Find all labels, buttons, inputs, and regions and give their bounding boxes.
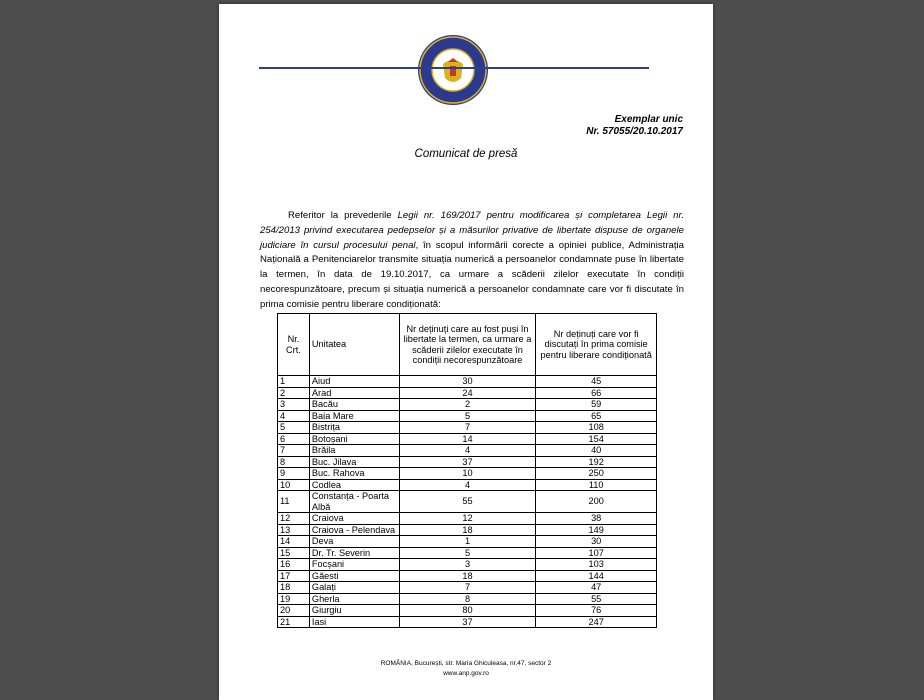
cell-nr: 9 [278,468,310,480]
table-row [278,593,657,605]
cell-released: 3 [399,559,536,571]
cell-released: 12 [399,513,536,525]
cell-unit: Aiud [309,376,399,388]
cell-discussed: 66 [536,387,657,399]
cell-discussed: 144 [536,570,657,582]
cell-nr: 15 [278,547,310,559]
cell-nr: 2 [278,387,310,399]
cell-discussed: 154 [536,433,657,445]
cell-unit: Baia Mare [309,410,399,422]
cell-nr: 11 [278,491,310,513]
cell-unit: Iasi [309,616,399,628]
cell-discussed: 107 [536,547,657,559]
cell-nr: 8 [278,456,310,468]
ministry-seal-icon [417,34,489,106]
cell-unit: Deva [309,536,399,548]
units-table [277,313,657,628]
cell-discussed: 47 [536,582,657,594]
header-unit: Unitatea [309,314,399,376]
table-row [278,513,657,525]
cell-nr: 5 [278,422,310,434]
cell-released: 7 [399,582,536,594]
page-footer [219,659,713,679]
cell-released: 55 [399,491,536,513]
cell-unit: Focșani [309,559,399,571]
cell-nr: 3 [278,399,310,411]
reference-number: Nr. 57055/20.10.2017 [586,126,683,137]
cell-discussed: 45 [536,376,657,388]
cell-released: 24 [399,387,536,399]
cell-discussed: 200 [536,491,657,513]
cell-nr: 18 [278,582,310,594]
cell-unit: Constanța - Poarta Albă [309,491,399,513]
cell-unit: Buc. Rahova [309,468,399,480]
header-nr: Nr. Crt. [278,314,310,376]
table-row [278,491,657,513]
cell-nr: 12 [278,513,310,525]
cell-unit: Gherla [309,593,399,605]
cell-nr: 17 [278,570,310,582]
table-row [278,387,657,399]
cell-nr: 1 [278,376,310,388]
reference-copy: Exemplar unic [614,114,683,125]
cell-discussed: 38 [536,513,657,525]
cell-discussed: 55 [536,593,657,605]
cell-nr: 20 [278,605,310,617]
cell-released: 18 [399,570,536,582]
cell-discussed: 76 [536,605,657,617]
document-reference [586,114,683,138]
cell-unit: Galați [309,582,399,594]
header-discussed: Nr deținuți care vor fi discutați în prima comisie pentru liberare condiționată [536,314,657,376]
intro-paragraph [260,209,684,313]
cell-released: 2 [399,399,536,411]
cell-discussed: 192 [536,456,657,468]
cell-nr: 14 [278,536,310,548]
table-row [278,536,657,548]
table-row [278,422,657,434]
footer-website: www.anp.gov.ro [443,670,489,677]
page-title: Comunicat de presă [414,148,518,160]
cell-discussed: 108 [536,422,657,434]
cell-unit: Bistrița [309,422,399,434]
cell-nr: 16 [278,559,310,571]
table-row [278,456,657,468]
cell-unit: Arad [309,387,399,399]
table-row [278,468,657,480]
cell-released: 4 [399,479,536,491]
cell-unit: Brăila [309,445,399,457]
header-released: Nr deținuți care au fost puși în libertate la termen, ca urmare a scăderii zilelor executate în condiții necorespunzătoare [399,314,536,376]
footer-address: ROMÂNIA, București, str. Maria Ghiculeasa, nr.47, sector 2 [380,660,552,667]
cell-released: 80 [399,605,536,617]
cell-released: 18 [399,524,536,536]
cell-released: 14 [399,433,536,445]
table-row [278,479,657,491]
table-row [278,582,657,594]
cell-released: 4 [399,445,536,457]
table-row [278,410,657,422]
cell-unit: Giurgiu [309,605,399,617]
cell-released: 5 [399,547,536,559]
cell-unit: Dr. Tr. Severin [309,547,399,559]
cell-released: 37 [399,616,536,628]
cell-nr: 19 [278,593,310,605]
table-row [278,559,657,571]
table-row [278,376,657,388]
table-row [278,616,657,628]
cell-unit: Găesti [309,570,399,582]
cell-discussed: 149 [536,524,657,536]
cell-nr: 10 [278,479,310,491]
cell-released: 37 [399,456,536,468]
header-divider [259,67,649,69]
cell-released: 8 [399,593,536,605]
table-row [278,570,657,582]
table-header-row [278,314,657,376]
table-row [278,605,657,617]
cell-released: 5 [399,410,536,422]
cell-released: 7 [399,422,536,434]
cell-discussed: 40 [536,445,657,457]
table-row [278,445,657,457]
table-row [278,433,657,445]
cell-unit: Botoșani [309,433,399,445]
cell-released: 10 [399,468,536,480]
cell-unit: Craiova [309,513,399,525]
paragraph-lead: Referitor la prevederile [288,210,398,221]
cell-discussed: 30 [536,536,657,548]
cell-released: 30 [399,376,536,388]
paragraph-body: , în scopul informării corecte a opiniei publice, Administrația Națională a Penitenciarelor transmite situația numerică a persoanelor condamnate puse în libertate la termen, în data de 19.10.2017, ca urmare a scăderii zilelor executate în condiții necorespunzătoare, precum și situația numerică a persoanelor condamnate care vor fi discutate în prima comisie pentru liberare condiționată: [260,239,684,310]
cell-released: 1 [399,536,536,548]
cell-discussed: 247 [536,616,657,628]
paragraph-law-reference: Legii nr. 169/2017 pentru modificarea și completarea Legii nr. 254/2013 privind executarea pedepselor și a măsurilor privative de libertate dispuse de organele judiciare în cursul procesului penal [260,210,684,251]
cell-unit: Bacău [309,399,399,411]
cell-unit: Codlea [309,479,399,491]
cell-discussed: 65 [536,410,657,422]
cell-nr: 21 [278,616,310,628]
table-row [278,399,657,411]
cell-discussed: 103 [536,559,657,571]
cell-unit: Buc. Jilava [309,456,399,468]
cell-nr: 13 [278,524,310,536]
table-row [278,547,657,559]
cell-nr: 4 [278,410,310,422]
cell-nr: 7 [278,445,310,457]
cell-discussed: 250 [536,468,657,480]
cell-unit: Craiova - Pelendava [309,524,399,536]
cell-discussed: 59 [536,399,657,411]
cell-nr: 6 [278,433,310,445]
document-page [219,4,713,700]
table-row [278,524,657,536]
cell-discussed: 110 [536,479,657,491]
